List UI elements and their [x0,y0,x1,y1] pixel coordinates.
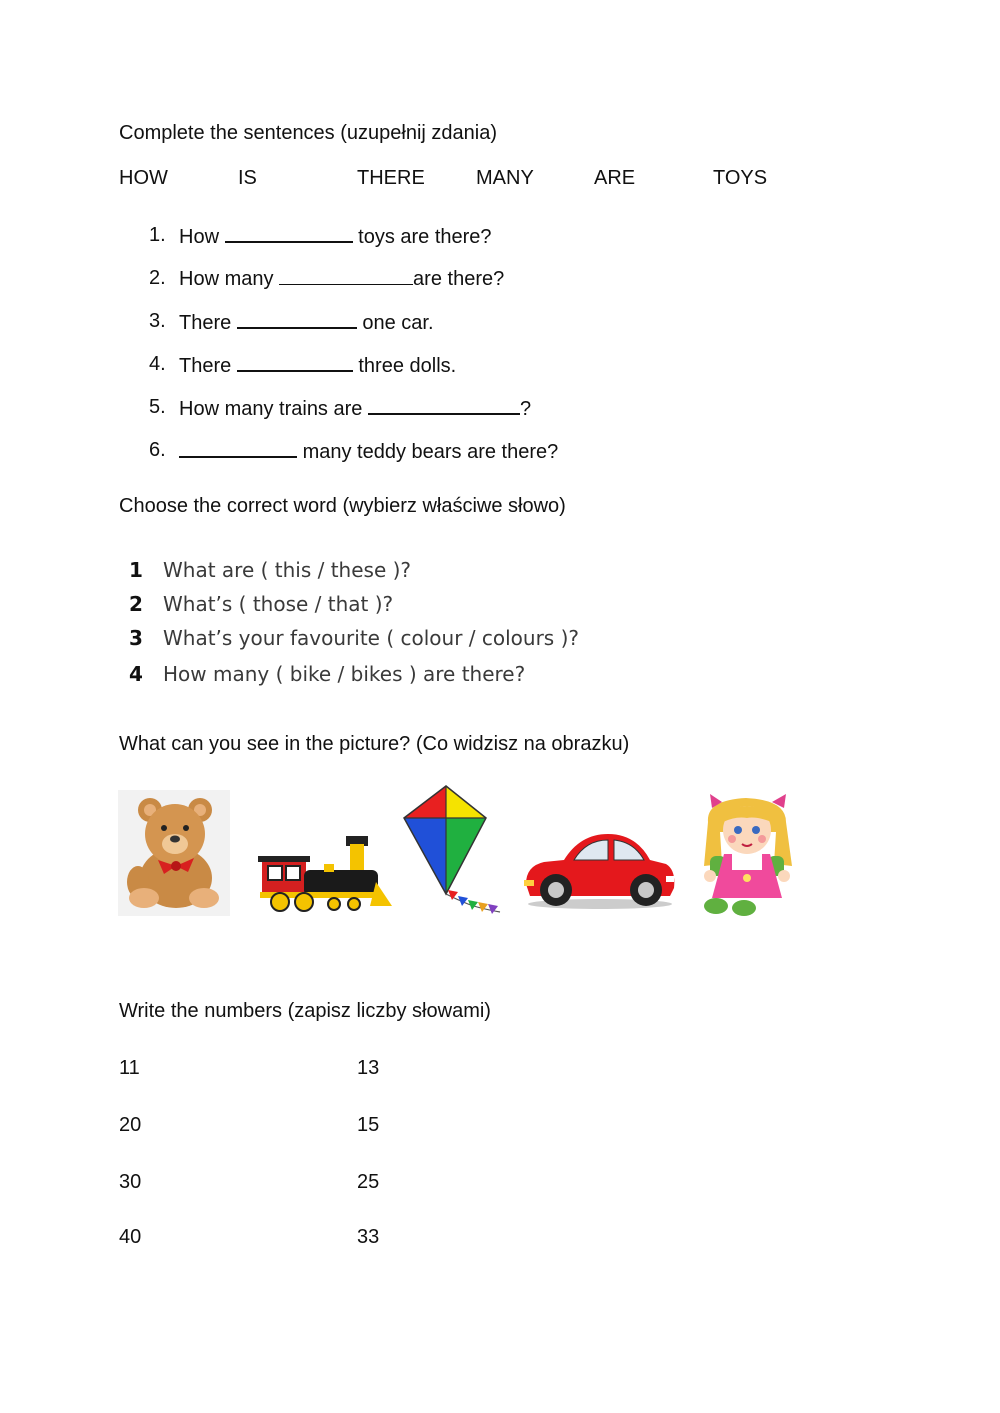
item-number: 1 [129,558,143,582]
number-right: 33 [357,1226,380,1248]
item-number: 5. [149,396,166,418]
car-icon [522,826,678,910]
choice-text[interactable]: What are ( this / these )? [163,558,412,582]
number-left: 40 [119,1226,142,1248]
item-number: 1. [149,224,166,246]
word-bank-item: THERE [357,167,425,189]
answer-blank[interactable] [237,309,357,329]
number-left: 11 [119,1057,140,1079]
choice-item [129,592,393,616]
sentence-after: one car. [362,312,434,334]
item-number: 6. [149,439,166,461]
item-number: 3 [129,626,143,650]
word-bank-item: TOYS [713,167,768,189]
answer-blank[interactable] [225,223,353,243]
sentence-after: three dolls. [358,355,457,377]
sentence-before: How [179,226,220,248]
word-bank-item: ARE [594,167,636,189]
sentence-before: How many [179,268,274,290]
section1-heading: Complete the sentences (uzupełnij zdania) [119,122,497,144]
choice-item [129,558,411,582]
item-number: 2 [129,592,143,616]
sentence-item [149,223,492,248]
word-bank-item: HOW [119,167,168,189]
sentence-item [149,395,532,420]
number-right: 25 [357,1171,380,1193]
number-right: 15 [357,1114,380,1136]
answer-blank[interactable] [279,266,413,285]
answer-blank[interactable] [179,438,297,458]
number-right: 13 [357,1057,380,1079]
answer-blank[interactable] [237,352,353,372]
sentence-item [149,438,559,463]
doll-icon [690,792,808,916]
choice-item [129,662,525,686]
choice-text[interactable]: What’s your favourite ( colour / colours )? [163,626,579,650]
section3-heading: What can you see in the picture? (Co widzisz na obrazku) [119,733,630,755]
choice-text[interactable]: What’s ( those / that )? [163,592,394,616]
sentence-item [149,266,505,290]
number-left: 20 [119,1114,142,1136]
sentence-after: many teddy bears are there? [302,441,559,463]
section4-heading: Write the numbers (zapisz liczby słowami) [119,1000,491,1022]
sentence-after: toys are there? [358,226,492,248]
choice-item [129,626,579,650]
sentence-item [149,309,434,334]
train-icon [258,834,394,914]
choice-text[interactable]: How many ( bike / bikes ) are there? [163,662,526,686]
item-number: 4. [149,353,166,375]
sentence-before: There [179,312,232,334]
sentence-after: ? [519,398,532,420]
sentence-before: There [179,355,232,377]
kite-icon [402,784,506,918]
sentence-after: are there? [413,268,505,290]
teddy-bear-icon [118,790,230,916]
item-number: 3. [149,310,166,332]
word-bank-item: MANY [476,167,534,189]
item-number: 2. [149,267,166,289]
sentence-before: How many trains are [179,398,363,420]
section2-heading: Choose the correct word (wybierz właściwe słowo) [119,495,566,517]
word-bank-item: IS [238,167,257,189]
number-left: 30 [119,1171,142,1193]
answer-blank[interactable] [368,395,520,415]
item-number: 4 [129,662,143,686]
sentence-item [149,352,457,377]
